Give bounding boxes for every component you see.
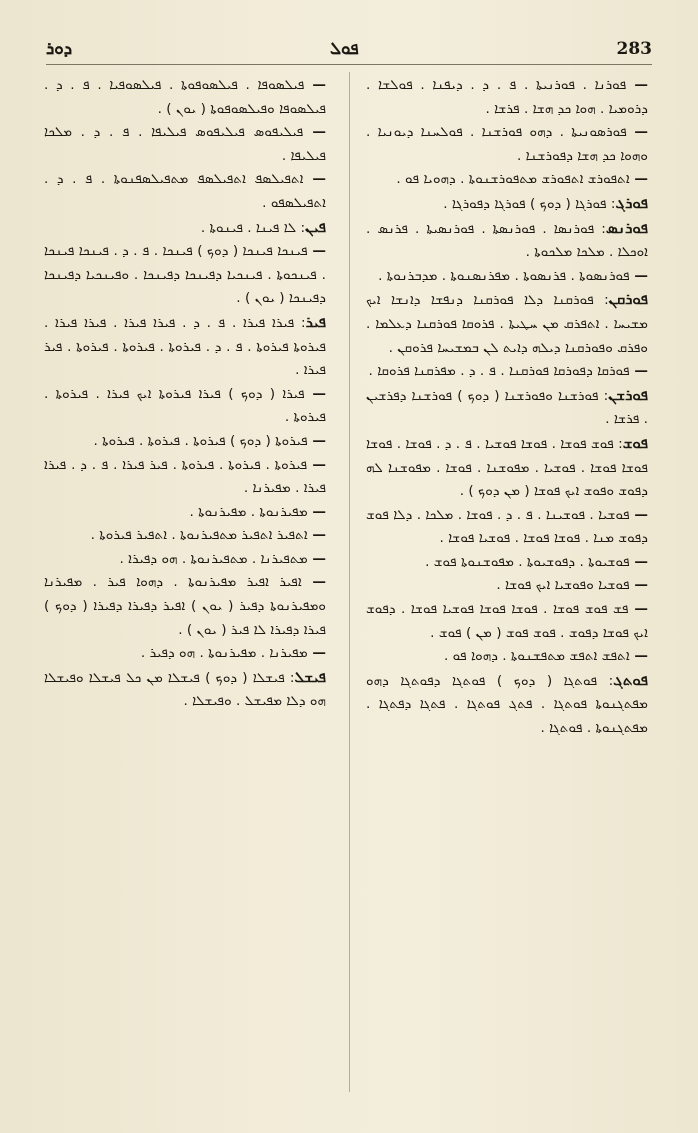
entry-text: ܐܦܝܪ ܐܦܝܪ ܡܦܝܪܢܘܬܐ . ܕܗܘܐ ܦܝܪ . ܡܦܝܪܢܐ ܘܡܦܝܪܢܘܬܐ ܕܦܝܪ ( ܝܘܢ ) ܐܦܝܪ ܕܦܝܪܐ ܕܦܝܪܐ ( ܕܘܟ ) ܦܝܪܐ ܕܦܝܪܐ ܠܐ ܦܝܪ ( ܝܘܢ ) . bbox=[44, 574, 326, 638]
headword: ܦܝܪ bbox=[305, 312, 326, 331]
sub-entry bbox=[44, 501, 326, 525]
sub-entry bbox=[366, 360, 648, 384]
entry-text: ܡܬܦܝܪܢܐ . ܡܬܦܝܪܢܘܬܐ . ܗܘ ܕܦܝܪܐ . bbox=[119, 550, 308, 567]
entry-text: ܐܬܦܘܪܫ ܐܬܦܘܪܫ ܡܬܦܘܪܫܢܘܬܐ . ܕܗܘܝܐ ܦܘ . bbox=[396, 171, 630, 188]
headword-entry bbox=[366, 669, 648, 741]
entry-dash: — bbox=[307, 645, 326, 662]
sub-entry bbox=[366, 574, 648, 598]
entry-dash: — bbox=[626, 77, 648, 93]
entry-dash: — bbox=[629, 171, 648, 188]
entry-dash: — bbox=[303, 124, 326, 141]
entry-text: ܦܝܠܣܘܦܐ . ܦܝܠܣܘܦܘܬܐ . ܦܝܠܣܘܦܝܐ . ܦ . ܕ . ܦܝܠܣܘܦܐ ܘܦܝܠܣܘܦܘܬܐ ( ܝܘܢ ) . bbox=[44, 77, 326, 117]
entry-text: ܦܘܪܢܐ . ܦܘܪܢܝܬܐ . ܦ . ܕ . ܕܝܦܢܐ . ܦܘܠܫܐ . ܕܪܘܡܝܐ . ܗܘܐ ܟܕ ܗܫܐ . ܦܪܫܐ . bbox=[366, 77, 648, 117]
column-divider bbox=[349, 72, 350, 1092]
sub-entry bbox=[44, 121, 326, 168]
entry-text: : ܦܘܫ ܦܘܫܐ . ܦܘܫܐ ܦܘܫܝܐ . ܦ . ܕ . ܦܘܫܐ . ܦܘܫܐ ܦܘܫܐ ܦܘܫܐ . ܦܘܫܝܐ . ܡܦܘܫܢܐ . ܦܘܫܐ . ܡܦܘܫܢܐ ܠܗ ܕܦܘܫ ܘܦܘܫ ܐܝܟ ܦܘܫܐ ( ܡܢ ܕܘܟ ) . bbox=[366, 435, 648, 500]
entry-dash: — bbox=[307, 503, 326, 520]
entry-dash: — bbox=[628, 601, 648, 618]
entry-text: ܐܬܦܝܪ ܐܬܦܝܪ ܡܬܦܝܪܢܘܬܐ . ܐܬܦܝܪ ܦܝܪܘܬܐ . bbox=[90, 527, 308, 544]
sub-entry bbox=[44, 524, 326, 548]
entry-dash: — bbox=[629, 506, 648, 523]
headword-entry bbox=[44, 666, 326, 714]
running-head-center: ܦܘܠ bbox=[329, 39, 359, 59]
sub-entry bbox=[44, 168, 326, 215]
entry-text: : ܦܘܪܩܢܐ ܕܠܐ ܦܘܪܩܢܐ ܕܢܦܫܐ ܕܐܢܫܐ ܐܝܟ ܡܫܝܚܐ . ܐܬܦܪܩ ܡܢ ܚܛܝܬܐ . ܦܪܘܩܐ ܦܘܪܩܢܐ ܕܥܠܡܐ . ܘܦܪܩ ܘܦܘܪܩܢܐ ܕܝܠܗ ܕܐܝܬ ܠܢ ܒܡܫܝܚܐ ܦܪܘܩܢ . bbox=[366, 292, 648, 356]
headword: ܦܘܪܓ bbox=[615, 193, 648, 212]
sub-entry bbox=[366, 645, 648, 669]
sub-entry bbox=[44, 430, 326, 454]
sub-entry bbox=[366, 121, 648, 168]
headword-entry bbox=[366, 384, 648, 432]
entry-text: : ܦܘܪܫܢܐ ܘܦܘܪܫܢܐ ( ܕܘܟ ) ܦܘܪܫܢܐ ܕܦܪܫܝܢ . ܦܪܫܐ . bbox=[366, 387, 648, 428]
entry-text: ܡܦܝܪܢܐ . ܡܦܝܪܢܘܬܐ . ܗܘ ܕܦܝܪ . bbox=[140, 645, 308, 662]
sub-entry bbox=[44, 548, 326, 572]
entry-text: : ܦܘܬܓܐ ( ܕܘܟ ) ܦܘܬܓܐ ܕܦܘܬܓܐ ܕܗܘ ܡܦܬܓܢܘܬܐ ܦܘܬܓܐ . ܦܬܓ ܦܘܬܓܐ . ܦܬܓܐ ܕܦܬܓܐ . ܡܦܬܓܢܘܬܐ . ܦܘܬܓܐ . bbox=[366, 672, 648, 737]
sub-entry bbox=[366, 598, 648, 645]
sub-entry bbox=[44, 240, 326, 311]
entry-text: ܐܬܦܝܠܣܦ ܐܬܦܝܠܣܦ ܡܬܦܝܠܣܦܢܘܬܐ . ܦ . ܕ . ܐܬܦܝܠܣܦܘ . bbox=[44, 171, 326, 211]
entry-text: : ܠܐ ܦܝܢܐ . ܦܝܢܘܬܐ . bbox=[200, 219, 306, 236]
entry-dash: — bbox=[629, 553, 648, 570]
sub-entry bbox=[366, 265, 648, 289]
sub-entry bbox=[366, 504, 648, 551]
entry-dash: — bbox=[629, 577, 648, 594]
entry-text: ܦܝܪܘܬܐ ( ܕܘܟ ) ܦܝܪܘܬܐ . ܦܝܪܘܬܐ . ܦܝܪܘܬܐ . bbox=[93, 432, 308, 449]
page-number: 283 bbox=[616, 39, 652, 59]
left-column bbox=[44, 74, 326, 1094]
entry-text: ܦܘܫܝܐ ܘܦܘܫܝܐ ܐܝܟ ܦܘܫܐ . bbox=[496, 577, 630, 594]
entry-text: ܦܫ ܦܘܫ ܦܘܫܐ . ܦܘܫܐ ܦܘܫܐ ܦܘܫܝܐ ܦܘܫܐ . ܕܦܘܫ ܐܝܟ ܦܘܫܐ ܕܦܘܫ . ܦܘܫ ܦܘܫ ( ܡܢ ) ܦܘܫ . bbox=[366, 601, 648, 641]
header-rule bbox=[46, 64, 652, 65]
entry-dash: — bbox=[303, 171, 326, 188]
entry-text: : ܦܝܪܐ ܦܝܪܐ . ܦ . ܕ . ܦܝܪܐ ܦܝܪܐ . ܦܝܪܐ ܦܝܪܐ . ܦܝܪܘܬܐ ܦܝܪܘܬܐ . ܦ . ܕ . ܦܝܪܘܬܐ . ܦܝܪܘܬܐ . ܦܝܪܘܬܐ . ܦܝܪ ܦܝܪܐ . bbox=[44, 314, 326, 379]
entry-dash: — bbox=[307, 456, 326, 473]
headword-entry bbox=[366, 192, 648, 217]
headword: ܦܘܪܩܢ bbox=[608, 290, 648, 309]
sub-entry bbox=[44, 454, 326, 501]
entry-dash: — bbox=[629, 363, 648, 380]
sub-entry bbox=[366, 168, 648, 192]
headword: ܦܘܫ bbox=[622, 433, 648, 452]
headword-entry bbox=[44, 216, 326, 241]
entry-text: : ܦܘܪܓܐ ( ܕܘܟ ) ܦܘܪܓܐ ܕܦܘܪܓܐ . bbox=[443, 195, 616, 212]
headword: ܦܘܪܫܢ bbox=[608, 385, 648, 404]
entry-dash: — bbox=[629, 267, 648, 284]
entry-text: ܦܝܠܝܦܘܣ ܦܝܠܝܦܘܣ ܦܝܠܝܦܐ . ܦ . ܕ . ܡܠܟܐ ܦܝܠܝܦܐ . bbox=[44, 124, 326, 164]
entry-text: ܦܝܪܐ ( ܕܘܟ ) ܦܝܪܐ ܦܝܪܘܬܐ ܐܝܟ ܦܝܪܐ . ܦܝܪܘܬܐ . ܦܝܪܘܬܐ . bbox=[44, 385, 326, 426]
page-header bbox=[46, 36, 652, 62]
entry-dash: — bbox=[304, 385, 326, 402]
entry-text: ܦܘܫܝܘܬܐ . ܕܦܘܫܝܘܬܐ . ܡܦܘܫܢܘܬܐ ܦܘܫ . bbox=[425, 553, 630, 570]
entry-dash: — bbox=[304, 77, 326, 93]
headword-entry bbox=[366, 217, 648, 265]
sub-entry bbox=[44, 571, 326, 642]
sub-entry bbox=[366, 551, 648, 575]
entry-dash: — bbox=[629, 648, 648, 665]
headword: ܦܘܬܓ bbox=[613, 670, 648, 689]
entry-text: ܐܬܦܫ ܐܬܦܫ ܡܬܦܫܢܘܬܐ . ܕܗܘܐ ܦܘ . bbox=[443, 648, 630, 665]
sub-entry bbox=[44, 74, 326, 121]
headword: ܦܘܪܢܣ bbox=[605, 218, 648, 237]
headword: ܦܝܫܠ bbox=[294, 667, 326, 686]
entry-dash: — bbox=[307, 527, 326, 544]
entry-dash: — bbox=[626, 124, 648, 141]
entry-text: ܦܘܪܣܘܢܝܬܐ . ܕܗܘ ܦܘܪܫܢܐ . ܦܘܠܚܢܐ ܕܝܘܢܝܐ . ܘܗܘܐ ܟܕ ܗܫܐ ܕܦܘܪܫܢܐ . bbox=[366, 124, 648, 164]
headword: ܦܝܢ bbox=[305, 217, 326, 236]
entry-text: ܡܦܝܪܢܘܬܐ . ܡܦܝܪܢܘܬܐ . bbox=[189, 503, 308, 520]
right-column bbox=[366, 74, 648, 1094]
entry-dash: — bbox=[307, 432, 326, 449]
entry-text: ܦܝܢܟܐ ܦܝܢܟܐ ( ܕܘܟ ) ܦܝܢܟܐ . ܦ . ܕ . ܦܝܢܟܐ ܦܝܢܟܐ . ܦܝܢܟܘܬܐ . ܦܝܢܟܝܐ ܕܦܝܢܟܐ ܕܦܝܢܟܐ . ܘܦܝܢܟܝܐ ܕܦܝܢܟܐ ܕܦܝܢܟܐ ( ܝܘܢ ) . bbox=[44, 243, 326, 307]
headword-entry bbox=[366, 288, 648, 360]
sub-entry bbox=[366, 74, 648, 121]
sub-entry bbox=[44, 383, 326, 430]
headword-entry bbox=[44, 311, 326, 383]
entry-text: ܦܝܪܘܬܐ . ܦܝܪܘܬܐ . ܦܝܪܘܬܐ . ܦܝܪ ܦܝܪܐ . ܦ . ܕ . ܦܝܪܐ ܦܝܪܐ . ܡܦܝܪܢܐ . bbox=[44, 456, 326, 497]
sub-entry bbox=[44, 642, 326, 666]
entry-text: ܦܘܪܩܐ ܕܦܘܪܩܐ ܦܘܪܩܢܐ . ܦ . ܕ . ܡܦܪܩܢܐ ܦܪܘܩܐ . bbox=[368, 363, 630, 380]
entry-text: ܦܘܫܝܐ . ܦܘܫܝܢܐ . ܦ . ܕ . ܦܘܫܐ . ܡܠܟܐ . ܕܠܐ ܦܘܫ ܕܦܘܫ ܡܢܐ . ܦܘܫܐ ܦܘܫܐ . ܦܘܫܝܐ ܦܘܫܐ . bbox=[366, 506, 648, 547]
running-head-outer: ܕܘܪ bbox=[46, 39, 73, 59]
entry-text: ܦܘܪܢܣܘܬܐ . ܦܪܢܣܘܬܐ . ܡܦܪܢܣܢܘܬܐ . ܡܕܒܪܢܘܬܐ . bbox=[378, 267, 630, 284]
entry-dash: — bbox=[301, 574, 326, 591]
entry-text: : ܦܝܫܠܐ ( ܕܘܟ ) ܦܝܫܠܐ ܡܢ ܟܠ ܦܝܫܠܐ ܘܦܝܫܠܐ ܗܘ ܕܠܐ ܡܦܝܫܠ . ܘܦܝܫܠܐ . bbox=[44, 669, 326, 710]
headword-entry bbox=[366, 432, 648, 504]
entry-text: : ܦܘܪܢܣܐ . ܦܘܪܢܣܬܐ . ܦܘܪܢܣܝܬܐ . ܦܪܢܣ . ܐܘܟܠܐ . ܡܠܟܐ ܡܠܟܘܬܐ . bbox=[366, 220, 648, 261]
entry-dash: — bbox=[307, 243, 326, 260]
entry-dash: — bbox=[307, 550, 326, 567]
